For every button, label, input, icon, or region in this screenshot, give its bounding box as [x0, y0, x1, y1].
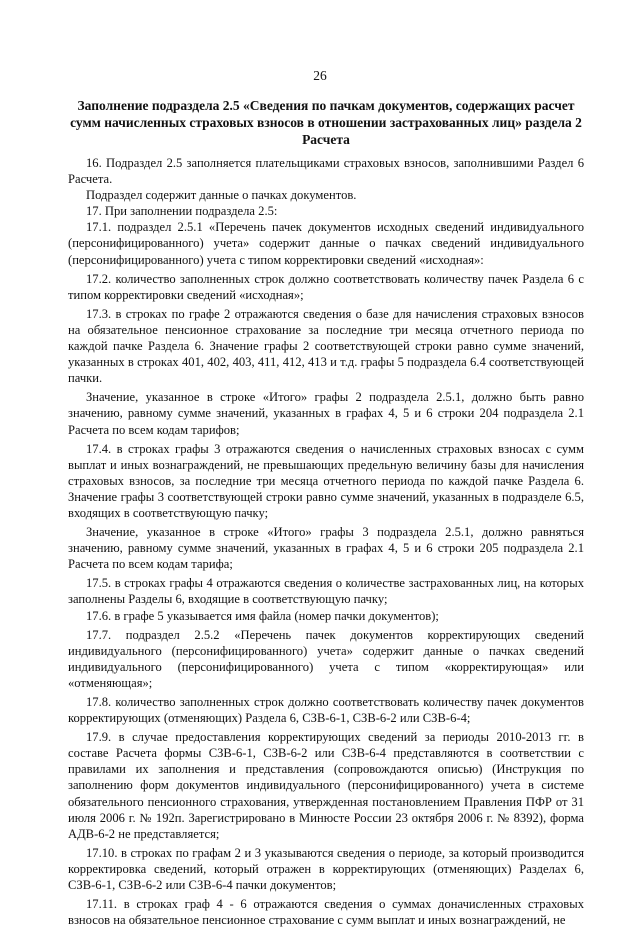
section-heading: Заполнение подраздела 2.5 «Сведения по пачкам документов, содержащих расчет сумм начисленных страховых взносов в отношении застрахованных лиц» раздела 2 Расчета	[70, 98, 582, 147]
paragraph: 17.2. количество заполненных строк должно соответствовать количеству пачек Раздела 6 с типом корректировки сведений «исходная»;	[68, 271, 584, 302]
paragraph: 16. Подраздел 2.5 заполняется плательщиками страховых взносов, заполнившими Раздел 6 Расчета.	[68, 156, 584, 187]
paragraph: 17.9. в случае предоставления корректирующих сведений за периоды 2010-2013 гг. в составе Расчета формы СЗВ-6-1, СЗВ-6-2 или СЗВ-6-4 представляются в соответствии с правилами их заполнения и представления (сопровождаются описью) (Инструкция по заполнению форм документов индивидуального (персонифицированного) учета в системе обязательного пенсионного страхования, утвержденная постановлением Правления ПФР от 31 июля 2006 г. № 192п. Зарегистрировано в Минюсте России 23 октября 2006 г. № 8392), форма АДВ-6-2 не представляется;	[68, 730, 584, 841]
body-text	[68, 155, 584, 928]
paragraph: 17.3. в строках по графе 2 отражаются сведения о базе для начисления страховых взносов на обязательное пенсионное страхование за последние три месяца отчетного периода по каждой пачке Раздела 6. Значение графы 2 соответствующей строки равно сумме значений, указанных в строках 401, 402, 403, 411, 412, 413 и т.д. графы 5 подраздела 6.4 соответствующей пачки.	[68, 306, 584, 386]
paragraph: 17.11. в строках граф 4 - 6 отражаются сведения о суммах доначисленных страховых взносов на обязательное пенсионное страхование с сумм выплат и иных вознаграждений, не	[68, 897, 584, 928]
paragraph: 17. При заполнении подраздела 2.5:	[86, 204, 278, 219]
paragraph: 17.7. подраздел 2.5.2 «Перечень пачек документов корректирующих сведений индивидуального (персонифицированного) учета» содержит данные о пачках сведений индивидуального (персонифицированного) учета с типом «корректирующая» или «отменяющая»;	[68, 627, 584, 690]
paragraph: 17.6. в графе 5 указывается имя файла (номер пачки документов);	[86, 608, 439, 623]
paragraph: Подраздел содержит данные о пачках документов.	[86, 188, 357, 203]
paragraph: Значение, указанное в строке «Итого» графы 3 подраздела 2.5.1, должно равняться значению, равному сумме значений, указанных в графах 4, 5 и 6 строки 205 подраздела 2.1 Расчета по всем кодам тарифа;	[68, 525, 584, 572]
paragraph: 17.5. в строках графы 4 отражаются сведения о количестве застрахованных лиц, на которых заполнены Разделы 6, входящие в соответствующую пачку;	[68, 576, 584, 607]
paragraph: 17.10. в строках по графам 2 и 3 указываются сведения о периоде, за который производится корректировка сведений, который отражен в корректирующих (отменяющих) Разделах 6, СЗВ-6-1, СЗВ-6-2 или СЗВ-6-4 пачки документов;	[68, 845, 584, 893]
paragraph: 17.1. подраздел 2.5.1 «Перечень пачек документов исходных сведений индивидуального (персонифицированного) учета» содержит данные о пачках сведений индивидуального (персонифицированного) учета с типом корректировки сведений «исходная»:	[68, 220, 584, 267]
paragraph: 17.8. количество заполненных строк должно соответствовать количеству пачек документов корректирующих (отменяющих) Раздела 6, СЗВ-6-1, СЗВ-6-2 или СЗВ-6-4;	[68, 695, 584, 726]
paragraph: Значение, указанное в строке «Итого» графы 2 подраздела 2.5.1, должно быть равно значению, равному сумме значений, указанных в графах 4, 5 и 6 строки 204 подраздела 2.1 Расчета по всем кодам тарифов;	[68, 390, 584, 437]
page-number: 26	[313, 68, 327, 83]
paragraph: 17.4. в строках графы 3 отражаются сведения о начисленных страховых взносах с сумм выплат и иных вознаграждений, не превышающих предельную величину базы для начисления страховых взносов, за последние три месяца отчетного периода по каждой пачке Раздела 6. Значение графы 3 соответствующей строки равно сумме значений, указанных в подразделе 6.5, входящих в соответствующую пачку;	[68, 441, 584, 520]
